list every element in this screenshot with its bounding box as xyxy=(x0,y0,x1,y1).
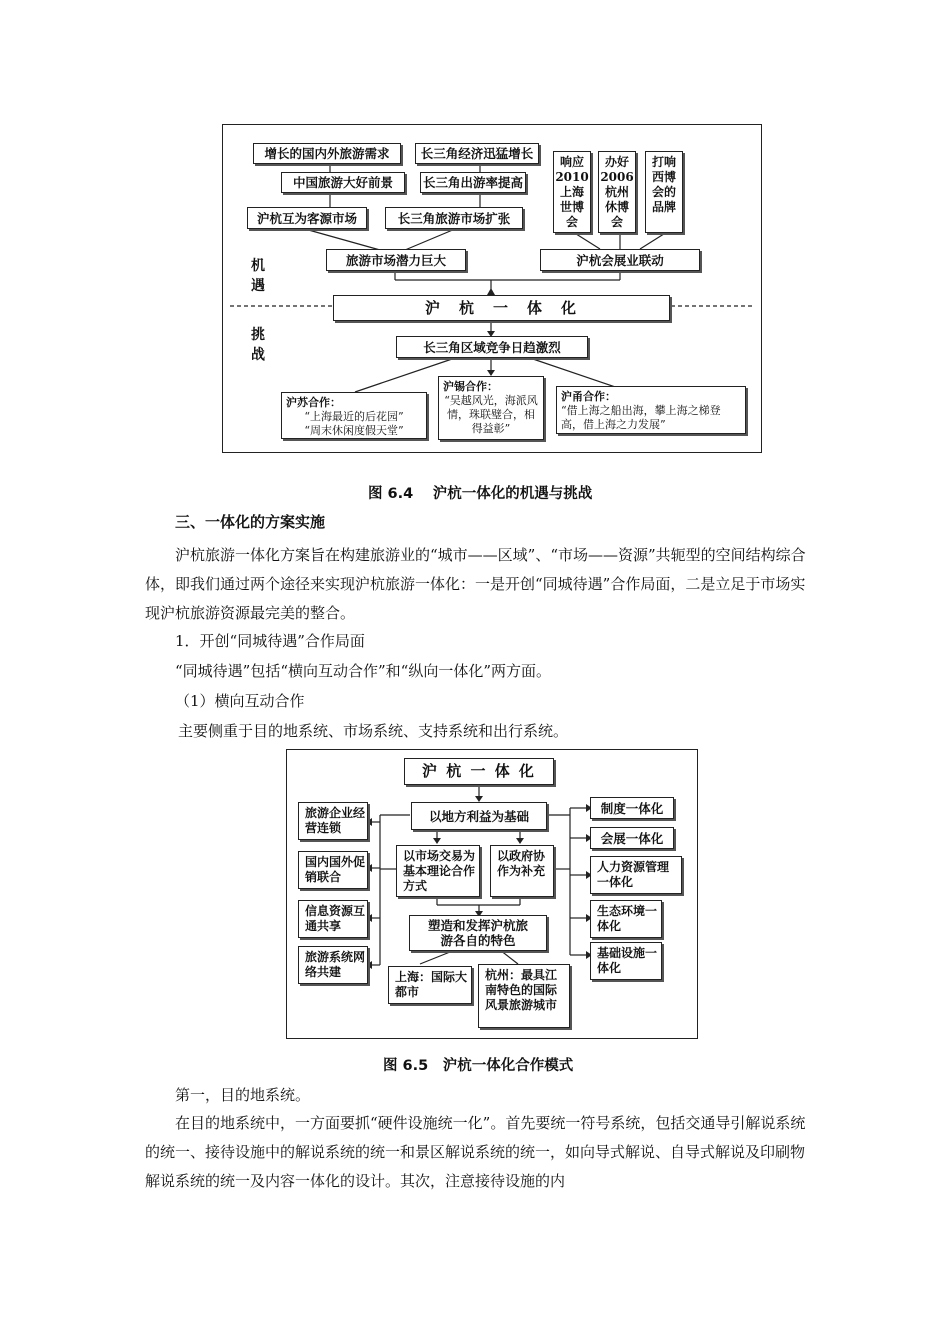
box-market-potential: 旅游市场潜力巨大 xyxy=(326,249,466,271)
figure1-caption: 图 6.4 沪杭一体化的机遇与挑战 xyxy=(368,486,593,502)
box-market-expansion: 长三角旅游市场扩张 xyxy=(385,207,523,229)
box-hr-integration: 人力资源管理一体化 xyxy=(590,856,682,894)
box-infra-integration: 基础设施一体化 xyxy=(590,942,662,980)
coop-title: 沪甬合作： xyxy=(561,390,616,403)
box-travel-rate: 长三角出游率提高 xyxy=(420,172,526,193)
item-horizontal: （1）横向互动合作 xyxy=(175,692,305,710)
coop-body: “上海最近的后花园” “周末休闲度假天堂” xyxy=(304,410,404,437)
box-government-assist: 以政府协作为补充 xyxy=(490,845,554,897)
box-joint-promotion: 国内国外促销联合 xyxy=(298,851,368,889)
paragraph-destination: 在目的地系统中，一方面要抓“硬件设施统一化”。首先要统一符号系统，包括交通导引解说系统的统一、接待设施中的解说系统的统一和景区解说系统的统一，如向导式解说、自导式解说及印刷物解说系统的统一及内容一体化的设计。其次，注意接待设施的内 xyxy=(145,1114,806,1190)
box-shanghai: 上海：国际大都市 xyxy=(388,966,472,1004)
box-mutual-market: 沪杭互为客源市场 xyxy=(247,207,367,229)
coop-body: “借上海之船出海，攀上海之梯登高，借上海之力发展” xyxy=(561,404,721,431)
box-system-integration: 制度一体化 xyxy=(590,797,674,819)
paragraph-systems: 主要侧重于目的地系统、市场系统、支持系统和出行系统。 xyxy=(178,722,569,740)
box-market-trade: 以市场交易为基本理论合作方式 xyxy=(396,845,480,897)
paragraph-intro: 沪杭旅游一体化方案旨在构建旅游业的“城市——区域”、“市场——资源”共轭型的空间结构综合体，即我们通过两个途径来实现沪杭旅游一体化：一是开创“同城待遇”合作局面，二是立足于市场实现沪杭旅游资源最完美的整合。 xyxy=(145,546,806,622)
box-china-tourism: 中国旅游大好前景 xyxy=(281,172,405,193)
box-expo-linkage: 沪杭会展业联动 xyxy=(540,249,700,271)
box-center-integration: 沪 杭 一 体 化 xyxy=(333,295,670,321)
figure2-caption: 图 6.5 沪杭一体化合作模式 xyxy=(383,1058,574,1074)
box-yangtze-economy: 长三角经济迅猛增长 xyxy=(415,143,539,164)
item-same-city: 1．开创“同城待遇”合作局面 xyxy=(175,632,365,650)
label-challenge: 挑战 xyxy=(251,327,265,363)
box-travel-demand: 增长的国内外旅游需求 xyxy=(253,143,401,164)
box-eco-integration: 生态环境一体化 xyxy=(590,900,662,938)
section-heading: 三、一体化的方案实施 xyxy=(175,513,326,531)
box-competition: 长三角区域竞争日趋激烈 xyxy=(396,336,588,358)
coop-body: “吴越风光，海派风情，珠联璧合，相得益彰” xyxy=(444,394,538,435)
paragraph-same-city: “同城待遇”包括“横向互动合作”和“纵向一体化”两方面。 xyxy=(175,662,552,680)
box-network-building: 旅游系统网络共建 xyxy=(298,946,368,984)
box-expo-integration: 会展一体化 xyxy=(590,827,674,849)
box-info-sharing: 信息资源互通共享 xyxy=(298,900,368,938)
coop-title: 沪锡合作： xyxy=(443,380,498,393)
box-west-lake-expo: 打响西博会的品牌 xyxy=(645,151,683,233)
paragraph-first: 第一，目的地系统。 xyxy=(175,1086,311,1104)
box-shape-features: 塑造和发挥沪杭旅游各自的特色 xyxy=(409,915,547,951)
box-local-interest: 以地方利益为基础 xyxy=(411,802,547,830)
box-integration-title: 沪 杭 一 体 化 xyxy=(404,758,554,785)
coop-title: 沪苏合作： xyxy=(286,396,341,409)
box-hangzhou-expo: 办好2006杭州休博会 xyxy=(598,151,636,233)
box-shanghai-expo: 响应2010上海世博会 xyxy=(553,151,591,233)
box-hangzhou: 杭州：最具江南特色的国际风景旅游城市 xyxy=(478,964,570,1028)
label-opportunity: 机遇 xyxy=(251,258,265,294)
box-enterprise-chain: 旅游企业经营连锁 xyxy=(298,802,368,840)
